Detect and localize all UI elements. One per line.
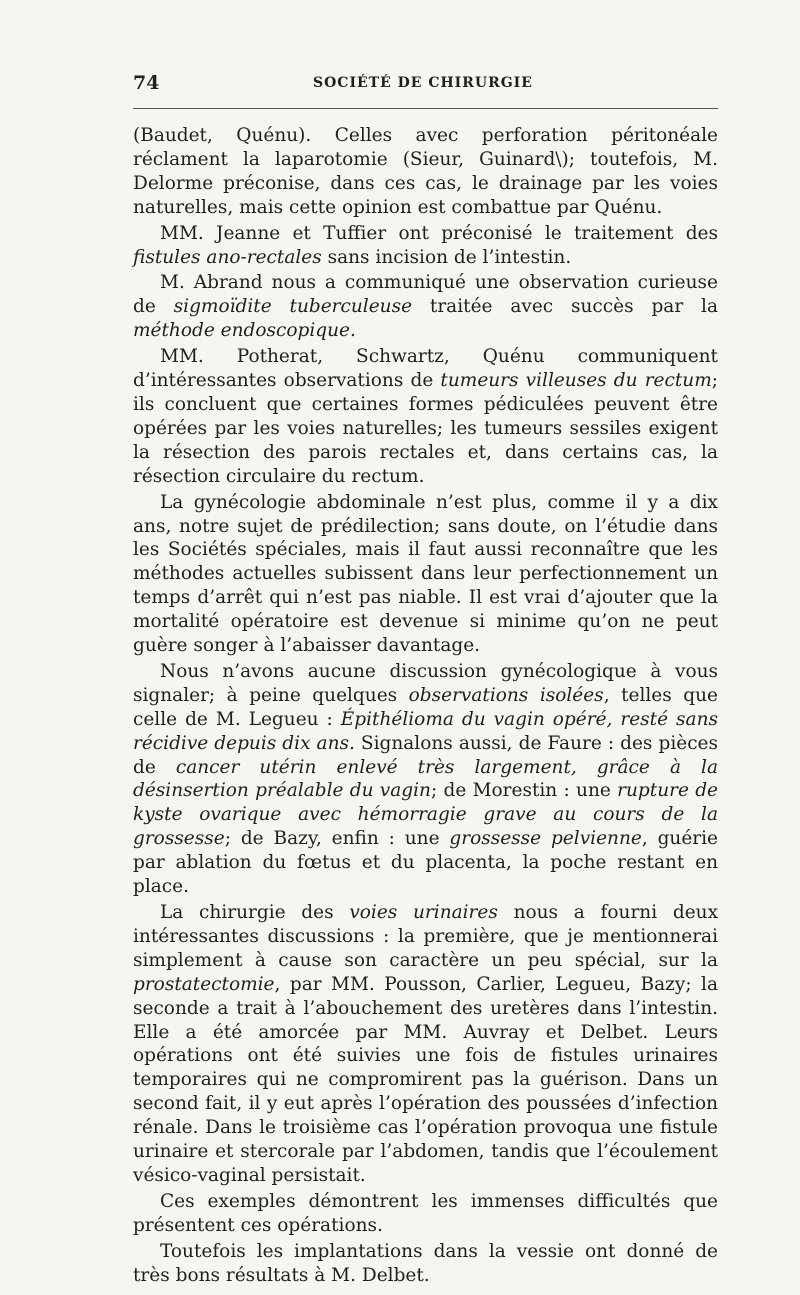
- paragraph: [133, 222, 718, 270]
- italic-run: prostatectomie: [133, 973, 275, 995]
- paragraph: [133, 271, 718, 343]
- italic-run: Épithélioma du vagin opéré, resté sans récidive depuis dix ans.: [133, 708, 718, 754]
- italic-run: tumeurs villeuses du rectum: [440, 370, 712, 392]
- text-run: MM. Potherat, Schwartz, Quénu communiquent d’intéressantes observations de: [133, 346, 718, 392]
- text-run: Signalons aussi, de Faure : des pièces de: [133, 732, 718, 778]
- text-run: , par MM. Pousson, Carlier, Legueu, Bazy; la seconde a trait à l’abouchement des uretères dans l’intestin. Elle a été amorcée par MM. Auvray et Delbet. Leurs opérations ont été suivies une fois de fistules urinaires temporaires qui ne compromirent pas la guérison. Dans un second fait, il y eut après l’opération des poussées d’infection rénale. Dans le troisième cas l’opération provoqua une fistule urinaire et stercorale par l’abdomen, tandis que l’écoulement vésico-vaginal persistait.: [133, 973, 718, 1186]
- italic-run: fistules ano-rectales: [133, 246, 322, 268]
- page-number: 74: [133, 72, 160, 94]
- text-run: traitée avec succès par la: [412, 296, 719, 318]
- text-run: La chirurgie des: [160, 902, 350, 923]
- paragraph: [133, 124, 718, 220]
- italic-run: sigmoïdite tuberculeuse: [173, 296, 413, 318]
- text-run: Ces exemples démontrent les immenses difficultés que présentent ces opérations.: [133, 1190, 718, 1236]
- italic-run: observations isolées: [408, 684, 604, 706]
- running-title: SOCIÉTÉ DE CHIRURGIE: [313, 75, 533, 91]
- paragraph: [133, 1190, 718, 1238]
- text-run: M. Abrand nous a communiqué une observation curieuse de: [133, 272, 718, 318]
- italic-run: cancer utérin enlevé très largement, grâce à la désinsertion préalable du vagin: [133, 756, 719, 802]
- text-run: , guérie par ablation du fœtus et du placenta, la poche restant en place.: [133, 828, 718, 898]
- text-run: (Baudet, Quénu). Celles avec perforation péritonéale réclament la laparotomie (Sieur, Guinard\); toutefois, M. Delorme préconise, dans ces cas, le drainage par les voies naturelles, mais cette opinion est combattue par Quénu.: [133, 125, 718, 218]
- paragraph: [133, 491, 718, 658]
- text-run: sans incision de l’intestin.: [321, 246, 572, 268]
- text-run: ; de Bazy, enfin : une: [224, 828, 450, 850]
- text-run: ; de Morestin : une: [430, 780, 618, 802]
- text-run: ; ils concluent que certaines formes pédiculées peuvent être opérées par les voies naturelles; les tumeurs sessiles exigent la résection des parois rectales et, dans certains cas, la résection circulaire du rectum.: [133, 370, 718, 487]
- paragraph: [133, 1240, 718, 1288]
- italic-run: grossesse pelvienne: [449, 828, 642, 850]
- body-text: [133, 124, 718, 1288]
- italic-run: rupture de kyste ovarique avec hémorragie grave au cours de la grossesse: [133, 780, 718, 850]
- paragraph: [133, 345, 718, 488]
- italic-run: voies urinaires: [349, 902, 498, 923]
- text-run: , telles que celle de M. Legueu :: [133, 684, 718, 730]
- paragraph: [133, 901, 718, 1188]
- text-run: Nous n’avons aucune discussion gynécologique à vous signaler; à peine quelques: [133, 660, 718, 706]
- text-run: La gynécologie abdominale n’est plus, comme il y a dix ans, notre sujet de prédilection; sans doute, on l’étudie dans les Sociétés spéciales, mais il faut aussi reconnaître que les méthodes actuelles subissent dans leur perfectionnement un temps d’arrêt qui n’est pas niable. Il est vrai d’ajouter que la mortalité opératoire est devenue si minime qu’on ne peut guère songer à l’abaisser davantage.: [133, 491, 718, 657]
- paragraph: [133, 660, 718, 899]
- header-rule: [133, 108, 718, 109]
- italic-run: méthode endoscopique.: [133, 320, 356, 342]
- running-head: [133, 72, 718, 98]
- text-run: Toutefois les implantations dans la vessie ont donné de très bons résultats à M. Delbet.: [133, 1240, 718, 1286]
- text-run: nous a fourni deux intéressantes discussions : la première, que je mentionnerai simplement à cause son caractère un peu spécial, sur la: [133, 902, 719, 971]
- text-run: MM. Jeanne et Tuffier ont préconisé le traitement des: [160, 222, 718, 244]
